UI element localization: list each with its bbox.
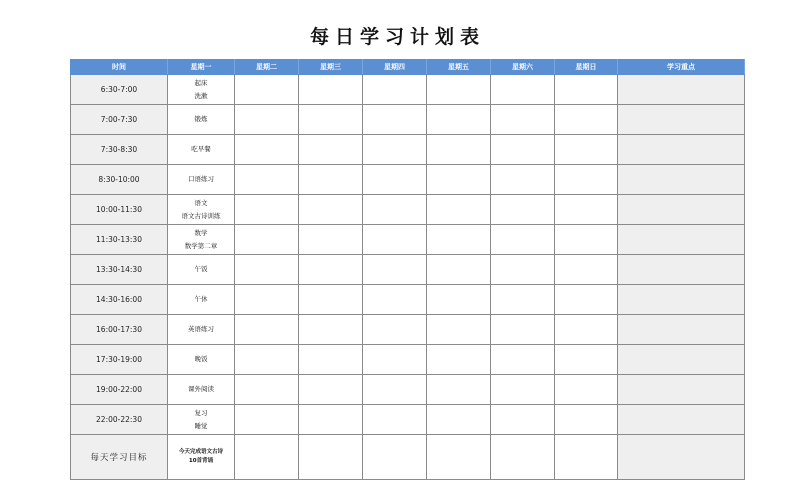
activity-text: 语文古诗训练 (181, 211, 221, 220)
tuesday-cell[interactable] (235, 345, 299, 375)
saturday-cell[interactable] (491, 225, 555, 255)
activity-text: 洗漱 (194, 91, 208, 100)
study-focus-cell[interactable] (618, 345, 745, 375)
time-cell: 7:30-8:30 (71, 135, 168, 165)
friday-cell[interactable] (427, 75, 491, 105)
wednesday-cell[interactable] (299, 105, 363, 135)
wednesday-cell[interactable] (299, 195, 363, 225)
monday-cell[interactable] (168, 315, 235, 345)
monday-cell[interactable] (168, 375, 235, 405)
header-saturday: 星期六 (491, 60, 555, 75)
study-focus-cell[interactable] (618, 315, 745, 345)
study-focus-cell[interactable] (618, 255, 745, 285)
goal-text-cell[interactable] (168, 435, 235, 480)
friday-cell[interactable] (427, 345, 491, 375)
study-focus-cell[interactable] (618, 285, 745, 315)
goal-label: 每天学习目标 (71, 435, 168, 480)
wednesday-goal-cell[interactable] (299, 435, 363, 480)
sunday-cell[interactable] (555, 405, 618, 435)
wednesday-cell[interactable] (299, 345, 363, 375)
tuesday-cell[interactable] (235, 405, 299, 435)
thursday-cell[interactable] (363, 285, 427, 315)
thursday-cell[interactable] (363, 195, 427, 225)
goal-text: 今天完成语文古诗 (178, 449, 223, 455)
sunday-cell[interactable] (555, 285, 618, 315)
activity-text: 口语练习 (188, 175, 214, 183)
table-row (71, 105, 745, 135)
activity-text: 起床 (194, 78, 208, 87)
friday-cell[interactable] (427, 165, 491, 195)
wednesday-cell[interactable] (299, 135, 363, 165)
study-focus-cell[interactable] (618, 195, 745, 225)
tuesday-cell[interactable] (235, 285, 299, 315)
sunday-cell[interactable] (555, 165, 618, 195)
saturday-cell[interactable] (491, 75, 555, 105)
sunday-cell[interactable] (555, 375, 618, 405)
thursday-cell[interactable] (363, 165, 427, 195)
table-row (71, 225, 745, 255)
saturday-cell[interactable] (491, 135, 555, 165)
time-cell: 7:00-7:30 (71, 105, 168, 135)
time-cell: 14:30-16:00 (71, 285, 168, 315)
friday-cell[interactable] (427, 285, 491, 315)
thursday-cell[interactable] (363, 255, 427, 285)
study-plan-table (70, 59, 745, 480)
friday-cell[interactable] (427, 405, 491, 435)
header-wednesday: 星期三 (299, 60, 363, 75)
tuesday-cell[interactable] (235, 255, 299, 285)
saturday-cell[interactable] (491, 255, 555, 285)
activity-text: 语文 (194, 198, 208, 207)
friday-cell[interactable] (427, 375, 491, 405)
header-time: 时间 (71, 60, 168, 75)
saturday-cell[interactable] (491, 375, 555, 405)
thursday-goal-cell[interactable] (363, 435, 427, 480)
monday-cell[interactable] (168, 405, 235, 435)
table-row (71, 165, 745, 195)
time-cell: 17:30-19:00 (71, 345, 168, 375)
activity-text: 数学 (194, 228, 208, 237)
time-cell: 11:30-13:30 (71, 225, 168, 255)
tuesday-cell[interactable] (235, 315, 299, 345)
friday-cell[interactable] (427, 255, 491, 285)
thursday-cell[interactable] (363, 405, 427, 435)
study-focus-goal-cell[interactable] (618, 435, 745, 480)
tuesday-cell[interactable] (235, 375, 299, 405)
activity-text: 午休 (194, 295, 208, 303)
goal-text: 10首背诵 (188, 458, 214, 464)
header-sunday: 星期日 (555, 60, 618, 75)
study-focus-cell[interactable] (618, 75, 745, 105)
time-cell: 6:30-7:00 (71, 75, 168, 105)
table-row (71, 195, 745, 225)
header-tuesday: 星期二 (235, 60, 299, 75)
study-focus-cell[interactable] (618, 165, 745, 195)
wednesday-cell[interactable] (299, 285, 363, 315)
time-cell: 19:00-22:00 (71, 375, 168, 405)
sunday-cell[interactable] (555, 225, 618, 255)
sunday-goal-cell[interactable] (555, 435, 618, 480)
header-row (71, 60, 745, 75)
activity-text: 睡觉 (194, 421, 208, 430)
monday-cell[interactable] (168, 105, 235, 135)
tuesday-cell[interactable] (235, 75, 299, 105)
table-row (71, 375, 745, 405)
thursday-cell[interactable] (363, 75, 427, 105)
thursday-cell[interactable] (363, 375, 427, 405)
activity-text: 午饭 (194, 265, 208, 273)
wednesday-cell[interactable] (299, 225, 363, 255)
time-cell: 22:00-22:30 (71, 405, 168, 435)
table-row (71, 285, 745, 315)
monday-cell[interactable] (168, 165, 235, 195)
saturday-cell[interactable] (491, 105, 555, 135)
activity-text: 复习 (194, 408, 208, 417)
sunday-cell[interactable] (555, 315, 618, 345)
friday-cell[interactable] (427, 225, 491, 255)
table-row (71, 405, 745, 435)
thursday-cell[interactable] (363, 225, 427, 255)
wednesday-cell[interactable] (299, 255, 363, 285)
table-row (71, 345, 745, 375)
friday-cell[interactable] (427, 195, 491, 225)
study-focus-cell[interactable] (618, 405, 745, 435)
time-cell: 10:00-11:30 (71, 195, 168, 225)
sunday-cell[interactable] (555, 345, 618, 375)
wednesday-cell[interactable] (299, 405, 363, 435)
saturday-cell[interactable] (491, 285, 555, 315)
activity-text: 晚饭 (194, 355, 208, 363)
study-focus-cell[interactable] (618, 135, 745, 165)
table-row (71, 315, 745, 345)
saturday-cell[interactable] (491, 345, 555, 375)
sunday-cell[interactable] (555, 255, 618, 285)
friday-cell[interactable] (427, 105, 491, 135)
saturday-cell[interactable] (491, 165, 555, 195)
monday-cell[interactable] (168, 285, 235, 315)
sunday-cell[interactable] (555, 75, 618, 105)
goal-row (71, 435, 745, 480)
tuesday-cell[interactable] (235, 195, 299, 225)
monday-cell[interactable] (168, 225, 235, 255)
activity-text: 吃早餐 (191, 145, 211, 153)
study-focus-cell[interactable] (618, 375, 745, 405)
wednesday-cell[interactable] (299, 375, 363, 405)
monday-cell[interactable] (168, 255, 235, 285)
table-row (71, 135, 745, 165)
page-title: 每日学习计划表 (309, 26, 485, 48)
sunday-cell[interactable] (555, 105, 618, 135)
monday-cell[interactable] (168, 75, 235, 105)
activity-text: 数学第二章 (184, 241, 218, 250)
wednesday-cell[interactable] (299, 165, 363, 195)
saturday-cell[interactable] (491, 315, 555, 345)
header-study-focus: 学习重点 (618, 60, 745, 75)
time-cell: 13:30-14:30 (71, 255, 168, 285)
tuesday-cell[interactable] (235, 105, 299, 135)
tuesday-goal-cell[interactable] (235, 435, 299, 480)
study-focus-cell[interactable] (618, 105, 745, 135)
thursday-cell[interactable] (363, 315, 427, 345)
saturday-goal-cell[interactable] (491, 435, 555, 480)
wednesday-cell[interactable] (299, 315, 363, 345)
activity-text: 课外阅读 (188, 385, 214, 393)
tuesday-cell[interactable] (235, 135, 299, 165)
thursday-cell[interactable] (363, 135, 427, 165)
time-cell: 8:30-10:00 (71, 165, 168, 195)
saturday-cell[interactable] (491, 405, 555, 435)
thursday-cell[interactable] (363, 105, 427, 135)
table-row (71, 255, 745, 285)
sunday-cell[interactable] (555, 135, 618, 165)
study-focus-cell[interactable] (618, 225, 745, 255)
header-friday: 星期五 (427, 60, 491, 75)
friday-cell[interactable] (427, 135, 491, 165)
time-cell: 16:00-17:30 (71, 315, 168, 345)
thursday-cell[interactable] (363, 345, 427, 375)
sunday-cell[interactable] (555, 195, 618, 225)
monday-cell[interactable] (168, 345, 235, 375)
monday-cell[interactable] (168, 135, 235, 165)
header-monday: 星期一 (168, 60, 235, 75)
header-thursday: 星期四 (363, 60, 427, 75)
monday-cell[interactable] (168, 195, 235, 225)
friday-cell[interactable] (427, 315, 491, 345)
table-row (71, 75, 745, 105)
tuesday-cell[interactable] (235, 225, 299, 255)
tuesday-cell[interactable] (235, 165, 299, 195)
saturday-cell[interactable] (491, 195, 555, 225)
friday-goal-cell[interactable] (427, 435, 491, 480)
activity-text: 英语练习 (188, 325, 214, 333)
wednesday-cell[interactable] (299, 75, 363, 105)
activity-text: 锻炼 (194, 115, 208, 123)
